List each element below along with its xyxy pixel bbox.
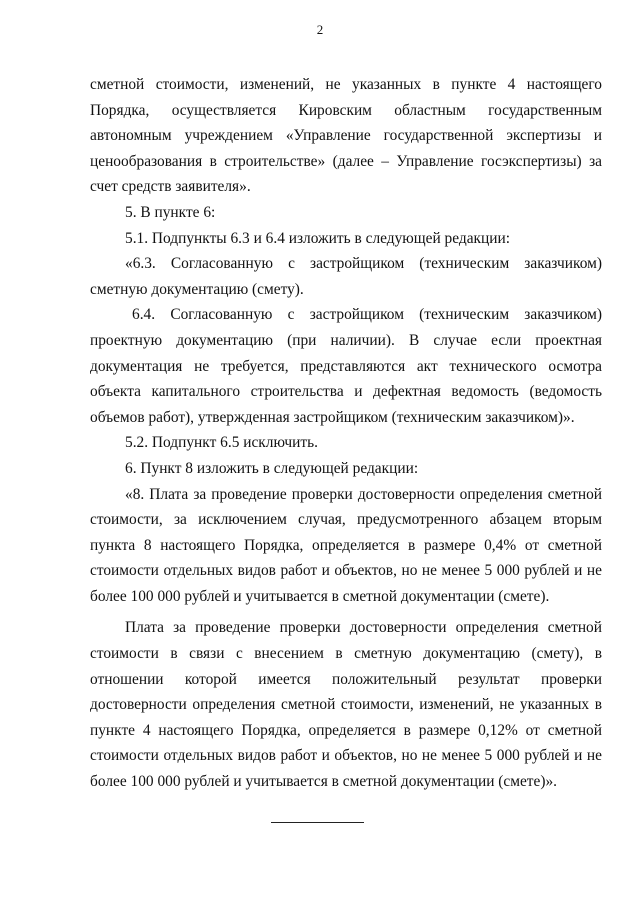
- paragraph-item-6-4: 6.4. Согласованную с застройщиком (техническим заказчиком) проектную документацию (при наличии). В случае если проектная документация не требуется, представляются акт технического осмотра объекта капитального строительства и дефектная ведомость (ведомость объемов работ), утвержденная застройщиком (техническим заказчиком)».: [90, 306, 602, 426]
- paragraph-item-5: 5. В пункте 6:: [125, 203, 216, 221]
- paragraph-item-6-3: «6.3. Согласованную с застройщиком (техническим заказчиком) сметную документацию (смету).: [90, 255, 602, 298]
- document-body: [90, 72, 602, 795]
- paragraph-item-8-second: Плата за проведение проверки достоверности определения сметной стоимости в связи с внесением в сметную документацию (смету), в отношении которой имеется положительный результат проверки достоверности определения сметной стоимости, изменений, не указанных в пункте 4 настоящего Порядка, определяется в размере 0,12% от сметной стоимости отдельных видов работ и объектов, но не менее 5 000 рублей и не более 100 000 рублей и учитывается в сметной документации (смете)».: [90, 619, 602, 791]
- paragraph-item-8: «8. Плата за проведение проверки достоверности определения сметной стоимости, за исключением случая, предусмотренного абзацем вторым пункта 8 настоящего Порядка, определяется в размере 0,4% от сметной стоимости отдельных видов работ и объектов, но не менее 5 000 рублей и не более 100 000 рублей и учитывается в сметной документации (смете).: [90, 485, 602, 605]
- paragraph-item-5-1: 5.1. Подпункты 6.3 и 6.4 изложить в следующей редакции:: [125, 229, 511, 247]
- end-divider-line: [271, 822, 364, 823]
- page-number: 2: [316, 22, 324, 37]
- paragraph-item-6: 6. Пункт 8 изложить в следующей редакции:: [125, 459, 419, 477]
- paragraph-continuation: сметной стоимости, изменений, не указанных в пункте 4 настоящего Порядка, осуществляется Кировским областным государственным автономным учреждением «Управление государственной экспертизы и ценообразования в строительстве» (далее – Управление госэкспертизы) за счет средств заявителя».: [90, 76, 602, 196]
- paragraph-item-5-2: 5.2. Подпункт 6.5 исключить.: [125, 434, 318, 452]
